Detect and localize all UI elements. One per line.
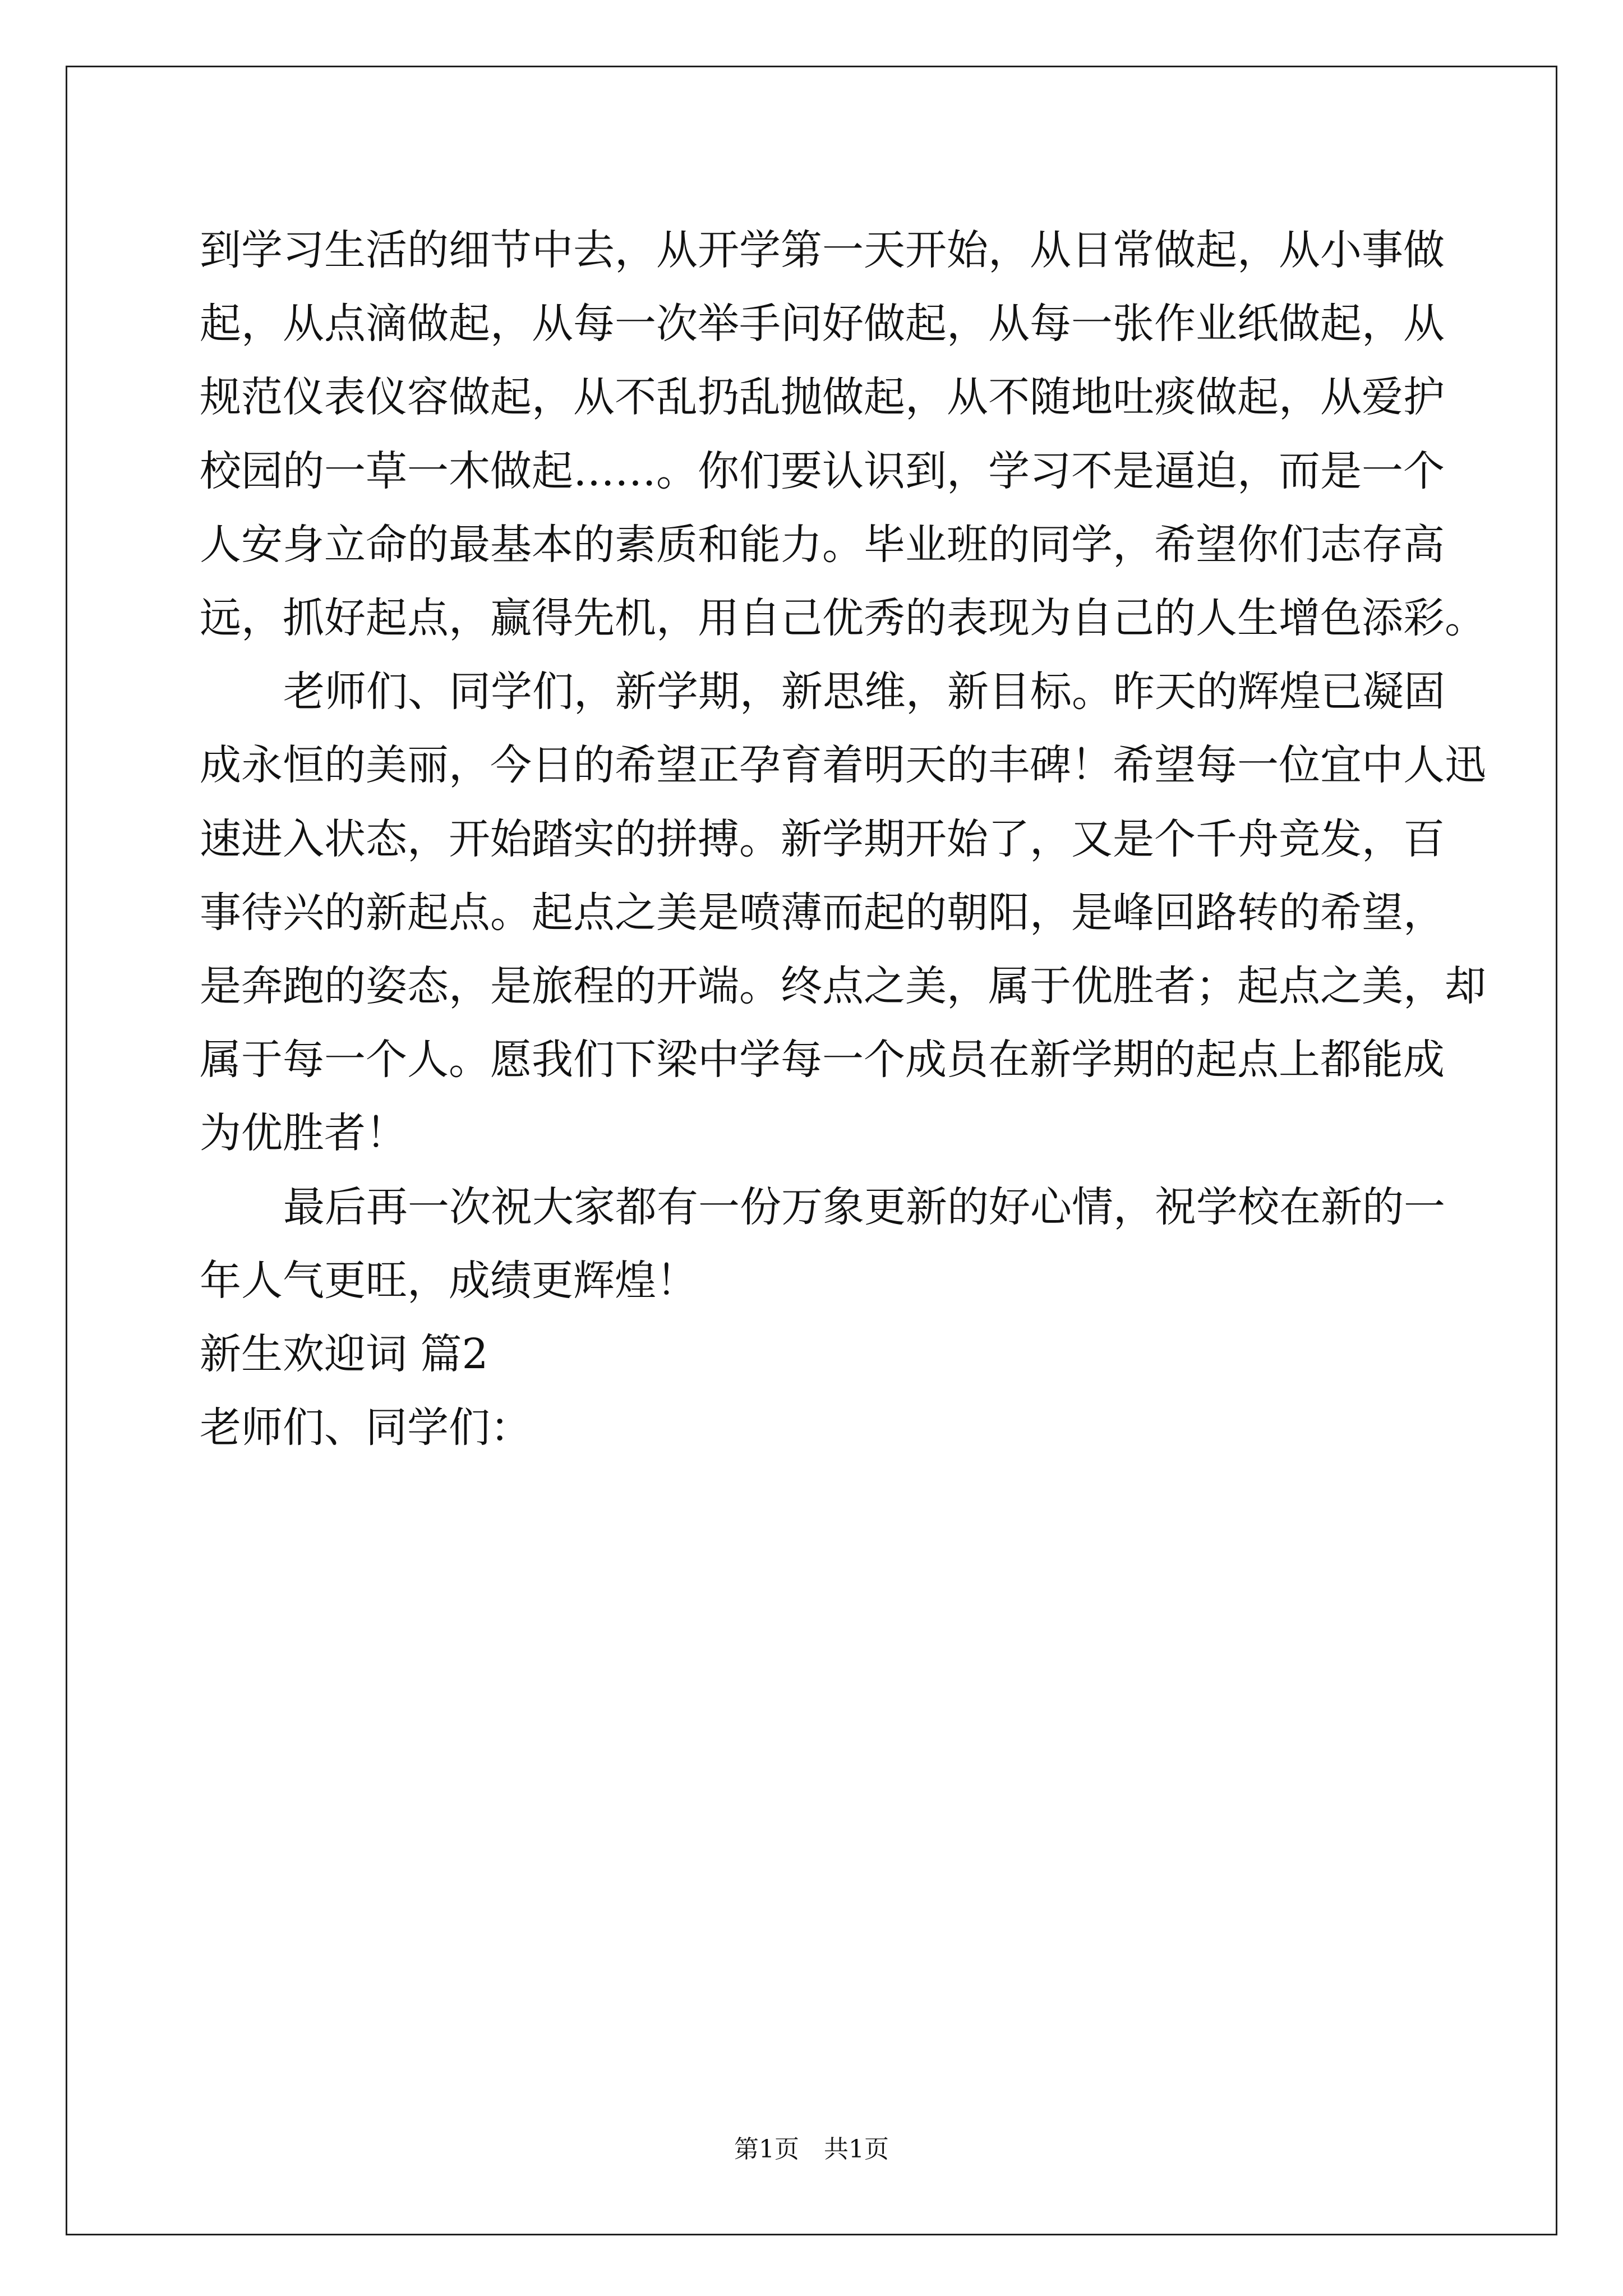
page-footer: 第1页 共1页 (734, 2135, 889, 2164)
paragraph-first-line: 最后再一次祝大家都有一份万象更新的好心情，祝学校在新的一 (283, 1183, 1445, 1231)
section-heading: 新生欢迎词 篇2 (200, 1330, 488, 1378)
body-text-line: 事待兴的新起点。起点之美是喷薄而起的朝阳，是峰回路转的希望， (200, 889, 1445, 937)
body-text-line: 规范仪表仪容做起，从不乱扔乱抛做起，从不随地吐痰做起，从爱护 (200, 373, 1445, 421)
body-text-line: 速进入状态，开始踏实的拼搏。新学期开始了，又是个千舟竞发，百 (200, 815, 1445, 863)
body-text-line: 校园的一草一木做起……。你们要认识到，学习不是逼迫，而是一个 (200, 447, 1445, 495)
body-text-line: 成永恒的美丽，今日的希望正孕育着明天的丰碑！希望每一位宜中人迅 (200, 741, 1486, 789)
body-text-line: 为优胜者！ (200, 1109, 407, 1157)
body-text-line: 到学习生活的细节中去，从开学第一天开始，从日常做起，从小事做 (200, 226, 1445, 274)
paragraph-first-line: 老师们、同学们，新学期，新思维，新目标。昨天的辉煌已凝固 (283, 668, 1445, 716)
body-text-line: 人安身立命的最基本的素质和能力。毕业班的同学，希望你们志存高 (200, 521, 1445, 569)
body-text-line: 年人气更旺，成绩更辉煌！ (200, 1257, 698, 1305)
body-text-line: 起，从点滴做起，从每一次举手问好做起，从每一张作业纸做起，从 (200, 300, 1445, 348)
body-text-line: 是奔跑的姿态，是旅程的开端。终点之美，属于优胜者；起点之美，却 (200, 962, 1486, 1010)
body-text-line: 远，抓好起点，赢得先机，用自己优秀的表现为自己的人生增色添彩。 (200, 594, 1486, 642)
salutation: 老师们、同学们： (200, 1404, 532, 1452)
body-text-line: 属于每一个人。愿我们下梁中学每一个成员在新学期的起点上都能成 (200, 1036, 1445, 1084)
